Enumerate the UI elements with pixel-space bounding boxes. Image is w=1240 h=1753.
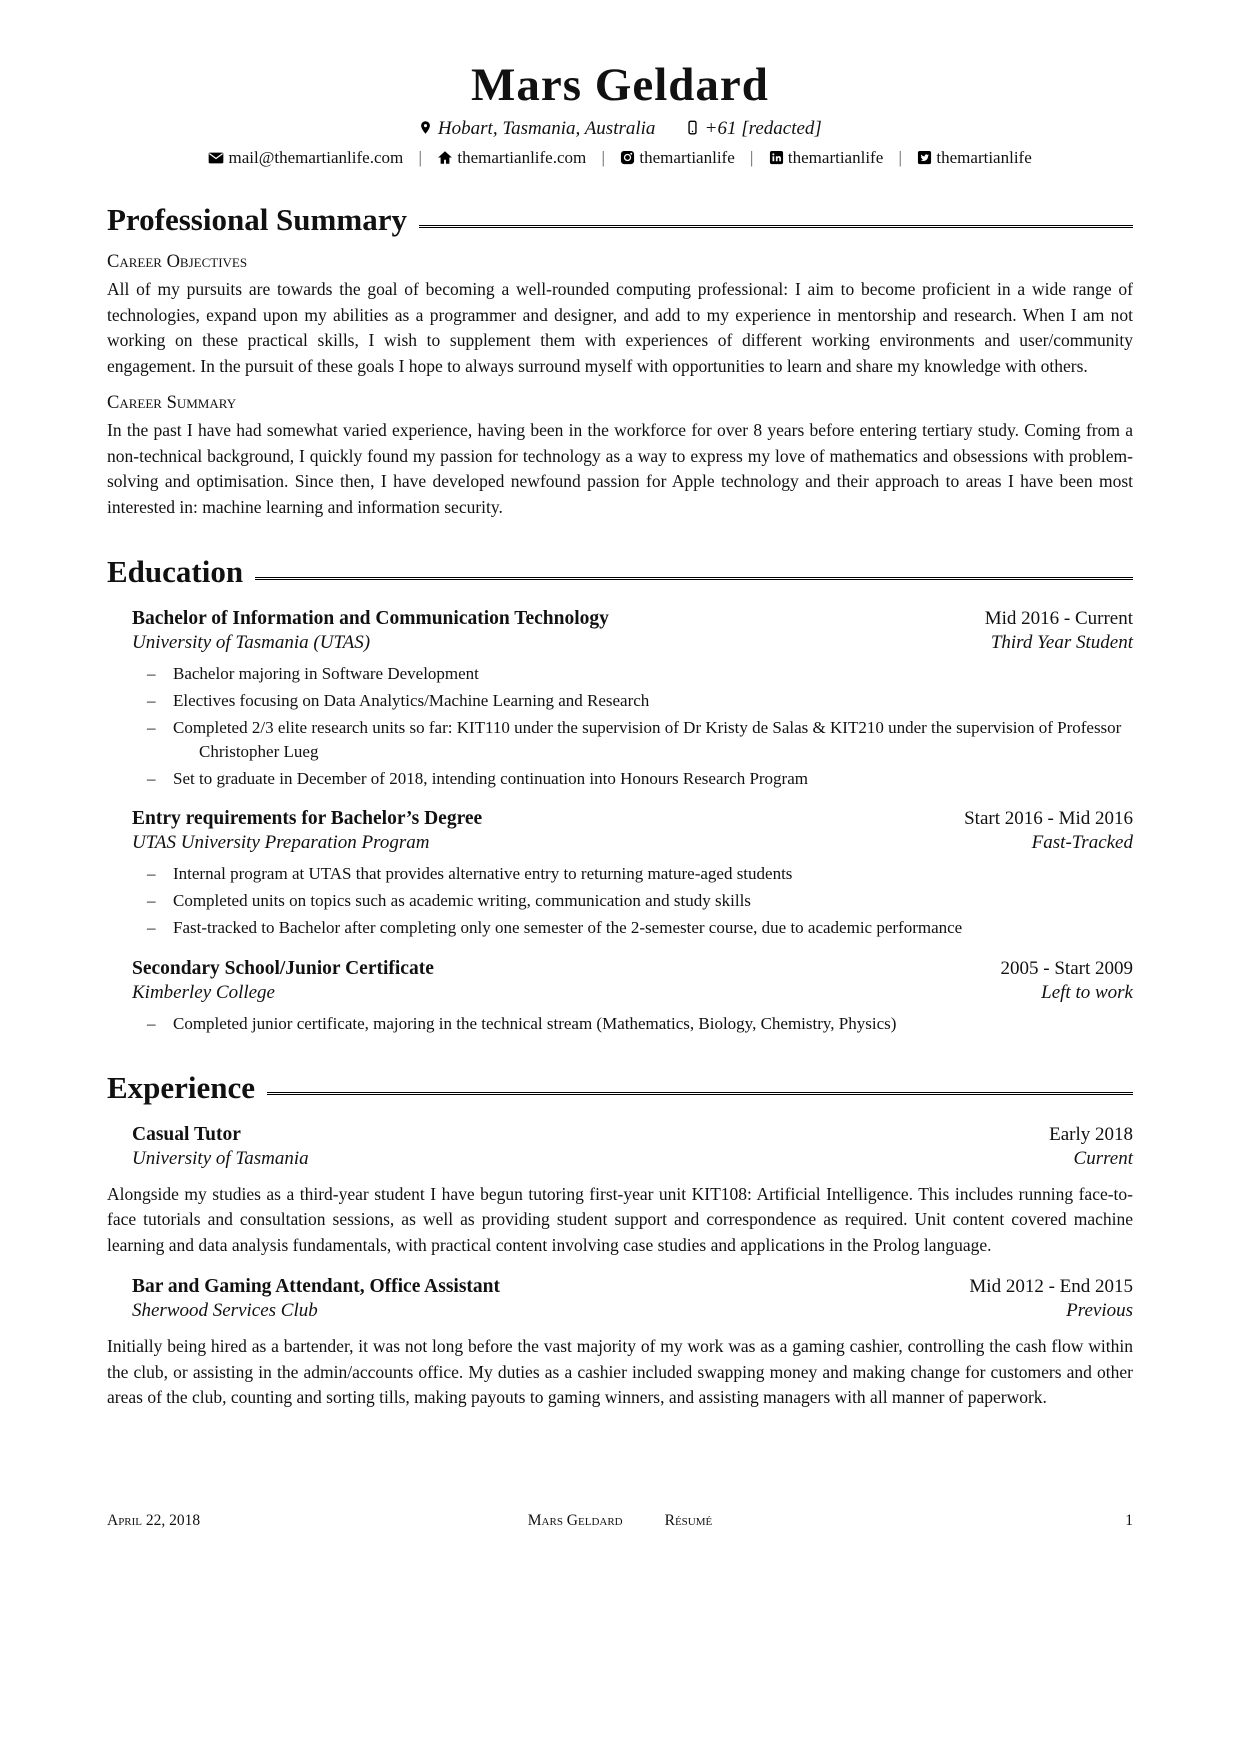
dash-marker: – [147,891,156,911]
phone-text: +61 [redacted] [704,118,822,139]
entry-institution: University of Tasmania (UTAS) [132,632,371,654]
entry-title: Entry requirements for Bachelor’s Degree [132,808,483,830]
list-item [145,767,1133,791]
footer-doc-type: Résumé [664,1512,713,1529]
entry-title: Bar and Gaming Attendant, Office Assistant [132,1276,501,1298]
bullet-text: Internal program at UTAS that provides alternative entry to returning mature-aged students [173,864,793,884]
entry-institution: UTAS University Preparation Program [132,832,430,854]
entry-header [132,808,1133,830]
career-objectives-text: All of my pursuits are towards the goal of becoming a well-rounded computing professional: I aim to become proficient in a wide range of technologies, expand upon my abilities as a programmer and designer, and add to my experience in mentorship and research. When I am not working on these practical skills, I wish to supplement them with experiences of different working environments and user/community engagement. In the pursuit of these goals I hope to always surround myself with opportunities to learn and share my knowledge with others. [107,279,1133,376]
entry-institution: University of Tasmania [132,1147,309,1169]
entry-dates: Mid 2012 - End 2015 [969,1276,1133,1298]
footer-name: Mars Geldard [527,1512,623,1529]
website-link[interactable] [437,148,590,167]
section-professional-summary [107,202,1133,520]
entry-status: Previous [1066,1300,1133,1322]
dash-marker: – [147,691,156,711]
instagram-text: themartianlife [639,148,735,167]
section-heading [107,202,1133,238]
heading-rule [255,577,1133,580]
list-item [145,1012,1133,1036]
entry-subheader [132,982,1133,1004]
entry-status: Fast-Tracked [1031,832,1133,854]
list-item [145,889,1133,913]
entry-dates: Start 2016 - Mid 2016 [964,808,1133,830]
entry-bullets [145,1012,1133,1036]
entry-institution: Kimberley College [132,981,275,1003]
entry-dates: Early 2018 [1049,1123,1133,1145]
bullet-text: Completed junior certificate, majoring in the technical stream (Mathematics, Biology, Chemistry, Physics) [173,1013,897,1033]
entry-status: Left to work [1041,981,1133,1003]
bullet-text: Fast-tracked to Bachelor after completing only one semester of the 2-semester course, due to academic performance [173,917,963,937]
bullet-text: Bachelor majoring in Software Development [173,664,479,684]
entry-title: Secondary School/Junior Certificate [132,957,434,979]
experience-description: Alongside my studies as a third-year student I have begun tutoring first-year unit KIT108: Artificial Intelligence. This includes running face-to-face tutorials and consultation sessions, as well as providing student support and correspondence as required. Unit content covered machine learning and data analysis fundamentals, with practical content involving case studies and applications in the Prolog language. [107,1183,1133,1255]
bullet-text: Electives focusing on Data Analytics/Machine Learning and Research [173,691,650,711]
dash-marker: – [147,864,156,884]
section-experience [107,1070,1133,1411]
heading-rule [419,225,1133,228]
linkedin-icon [769,150,784,165]
footer-date: April 22, 2018 [107,1512,201,1529]
bullet-text: Set to graduate in December of 2018, intending continuation into Honours Research Program [173,768,808,788]
footer-center [387,1512,853,1530]
dash-marker: – [147,1013,156,1033]
education-entry [107,958,1133,1036]
education-entry [107,808,1133,939]
entry-dates: 2005 - Start 2009 [1000,957,1133,979]
entry-dates: Mid 2016 - Current [984,608,1133,630]
separator: | [418,148,422,167]
experience-entry [107,1276,1133,1411]
dash-marker: – [147,717,156,737]
entry-header [132,608,1133,630]
list-item [145,916,1133,940]
entry-header [132,958,1133,980]
entry-bullets [145,662,1133,790]
instagram-icon [620,150,635,165]
entry-subheader [132,1300,1133,1322]
experience-description: Initially being hired as a bartender, it was not long before the vast majority of my work was as a gaming cashier, controlling the cash flow within the club, or assisting in the admin/accounts office. My duties as a cashier included swapping money and making change for customers and other areas of the club, counting and sorting tills, making payouts to gaming winners, and assisting managers with all manner of paperwork. [107,1336,1133,1408]
section-heading [107,1070,1133,1106]
separator: | [898,148,902,167]
list-item [145,862,1133,886]
entry-institution: Sherwood Services Club [132,1300,318,1322]
career-summary-text: In the past I have had somewhat varied experience, having been in the workforce for over 8 years before entering tertiary study. Coming from a non-technical background, I quickly found my passion for technology as a way to express my love of mathematics and obsessions with problem-solving and optimisation. Since then, I have developed newfound passion for Apple technology and their approach to areas I have been most interested in: machine learning and information security. [107,420,1133,517]
section-education [107,554,1133,1035]
entry-status: Current [1073,1147,1133,1169]
page-title: Mars Geldard [471,59,769,111]
entry-bullets [145,862,1133,939]
education-entry [107,608,1133,790]
mobile-phone-icon [685,119,700,136]
email-text: mail@themartianlife.com [228,148,404,167]
dash-marker: – [147,664,156,684]
bullet-text: Completed units on topics such as academic writing, communication and study skills [173,891,751,911]
list-item [145,662,1133,686]
entry-subheader [132,1148,1133,1170]
email-link[interactable] [208,148,407,167]
separator: | [750,148,754,167]
instagram-link[interactable] [620,148,739,167]
home-icon [437,150,453,165]
career-summary-heading: Career Summary [107,393,237,414]
entry-title: Bachelor of Information and Communication Technology [132,608,609,630]
list-item [145,689,1133,713]
location-line [107,118,1133,140]
envelope-icon [208,151,224,165]
entry-subheader [132,832,1133,854]
linkedin-link[interactable] [769,148,888,167]
list-item [145,716,1133,764]
location-text: Hobart, Tasmania, Australia [437,118,656,139]
footer-page-number: 1 [1125,1512,1133,1529]
contact-line [107,148,1133,168]
entry-title: Casual Tutor [132,1123,241,1145]
section-title: Professional Summary [107,202,407,237]
linkedin-text: themartianlife [787,148,884,167]
heading-rule [267,1092,1133,1095]
entry-header [132,1124,1133,1146]
section-title: Experience [107,1069,256,1105]
twitter-link[interactable] [917,148,1032,167]
dash-marker: – [147,768,156,788]
separator: | [601,148,605,167]
page-footer [107,1512,1133,1530]
section-title: Education [107,554,244,590]
twitter-icon [917,150,932,165]
career-objectives-heading: Career Objectives [107,252,248,272]
twitter-text: themartianlife [936,148,1032,167]
experience-entry [107,1124,1133,1259]
entry-subheader [132,632,1133,654]
website-text: themartianlife.com [457,148,587,167]
entry-status: Third Year Student [990,632,1133,654]
bullet-text: Completed 2/3 elite research units so far: KIT110 under the supervision of Dr Kristy de Salas & KIT210 under the supervision of Professor Christopher Lueg [173,717,1122,761]
dash-marker: – [147,917,156,937]
section-heading [107,554,1133,590]
entry-header [132,1276,1133,1298]
map-pin-icon [418,119,433,136]
